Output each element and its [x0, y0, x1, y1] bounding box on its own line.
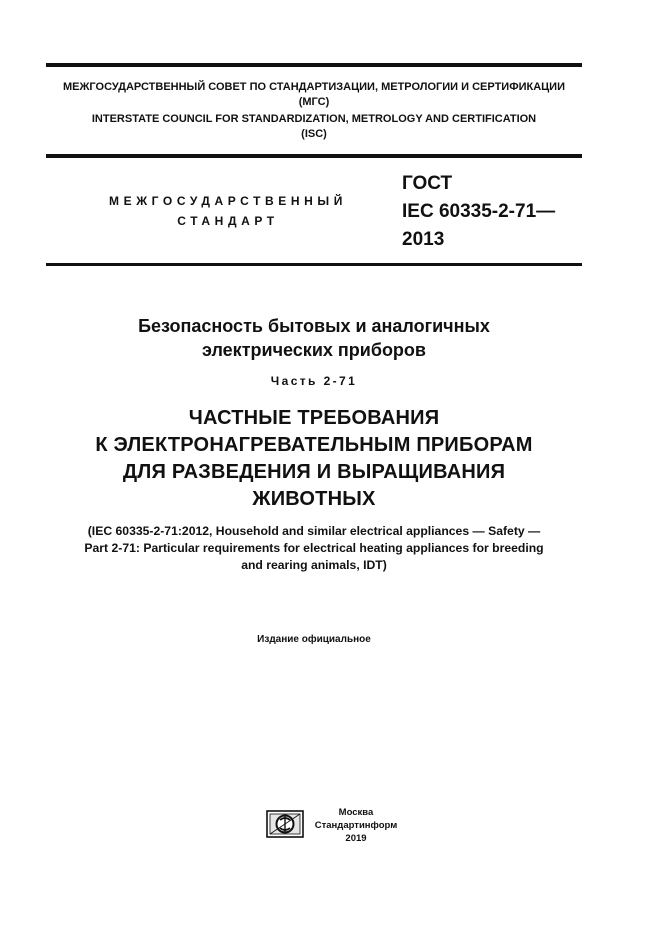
- council-ru-abbr: (МГС): [298, 96, 330, 108]
- edition-label: Издание официальное: [257, 634, 371, 645]
- designation-separator-rule: [46, 263, 582, 266]
- gost-label: ГОСТ: [402, 173, 453, 194]
- council-en-abbr: (ISC): [301, 128, 327, 140]
- part-number: Часть 2-71: [270, 374, 358, 388]
- council-ru-line1: МЕЖГОСУДАРСТВЕННЫЙ СОВЕТ ПО СТАНДАРТИЗАЦИИ, МЕТРОЛОГИИ И СЕРТИФИКАЦИИ: [62, 81, 565, 93]
- title-main-line1: Безопасность бытовых и аналогичных: [138, 316, 490, 336]
- top-rule: [46, 63, 582, 67]
- requirements-line2: К ЭЛЕКТРОНАГРЕВАТЕЛЬНЫМ ПРИБОРАМ: [95, 434, 533, 456]
- standard-type-line1: МЕЖГОСУДАРСТВЕННЫЙ: [109, 194, 347, 208]
- english-title-line2: Part 2-71: Particular requirements for electrical heating appliances for breeding: [84, 541, 544, 555]
- english-title-line3: and rearing animals, IDT): [241, 558, 387, 572]
- english-title-line1: (IEC 60335-2-71:2012, Household and similar electrical appliances — Safety —: [87, 524, 541, 538]
- header-separator-rule: [46, 154, 582, 158]
- standartinform-logo-icon: [266, 810, 304, 838]
- publisher-city: Москва: [338, 807, 374, 818]
- requirements-line3: ДЛЯ РАЗВЕДЕНИЯ И ВЫРАЩИВАНИЯ: [122, 461, 506, 483]
- requirements-line1: ЧАСТНЫЕ ТРЕБОВАНИЯ: [188, 407, 440, 429]
- standard-type-line2: СТАНДАРТ: [177, 214, 279, 228]
- council-en-line1: INTERSTATE COUNCIL FOR STANDARDIZATION, METROLOGY AND CERTIFICATION: [91, 113, 537, 125]
- gost-number: IEC 60335-2-71—: [402, 201, 556, 222]
- requirements-line4: ЖИВОТНЫХ: [252, 488, 376, 510]
- publisher-year: 2019: [345, 833, 367, 844]
- title-main-line2: электрических приборов: [201, 340, 426, 360]
- gost-year: 2013: [402, 229, 445, 250]
- publisher-name: Стандартинформ: [314, 820, 398, 831]
